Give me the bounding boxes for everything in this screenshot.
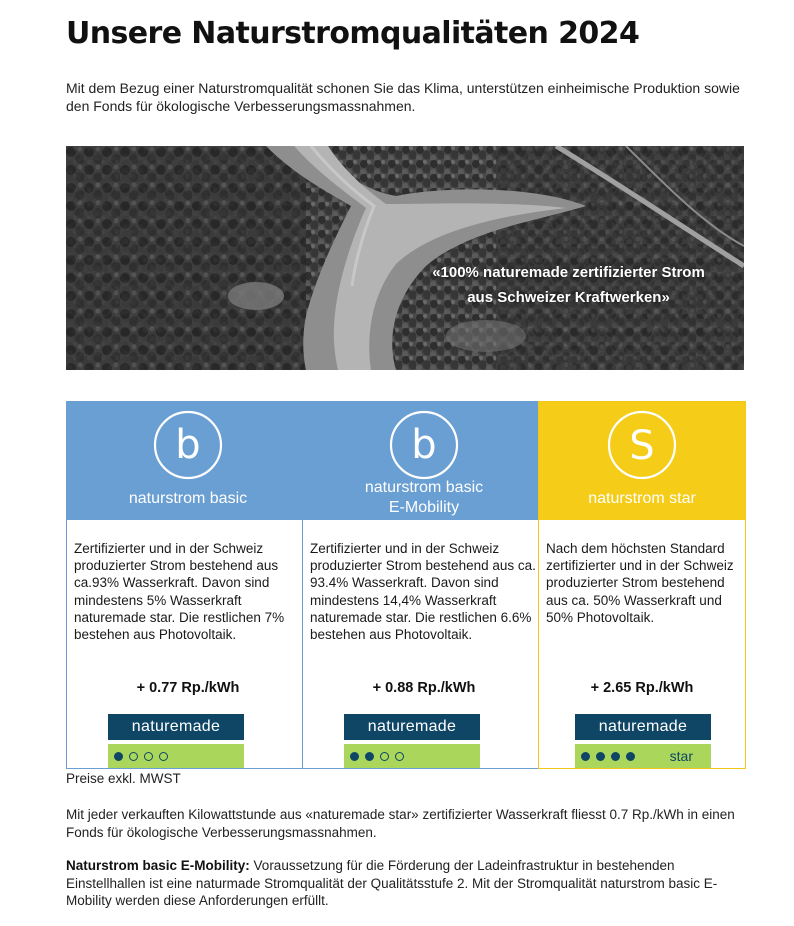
star-s-logo-icon (605, 408, 679, 482)
product-price: + 2.65 Rp./kWh (590, 680, 694, 696)
hero-image (66, 146, 744, 370)
page-title: Unsere Naturstromqualitäten 2024 (66, 16, 640, 51)
level-dot-filled (611, 752, 620, 761)
product-name: naturstrom star (588, 490, 696, 507)
naturemade-level (575, 744, 711, 768)
star-level-label: star (669, 748, 693, 764)
level-dot-empty (159, 752, 168, 761)
level-dot-empty (129, 752, 138, 761)
svg-text:b: b (411, 422, 437, 468)
hero-quote (396, 260, 741, 310)
product-card-basic (66, 401, 310, 769)
level-dot-filled (365, 752, 374, 761)
emobility-text: Voraussetzung für die Förderung der Ladeinfrastruktur in bestehenden Einstellhallen ist eine naturmade Stromqualität der Qualitätsstufe 2. Mit der Stromqualität naturstrom basic E-Mobility werden diese Anforderungen erfüllt. (66, 858, 718, 908)
product-card-basic-emobility (302, 401, 546, 769)
product-name (303, 478, 545, 518)
card-header (303, 402, 545, 520)
basic-b-logo-icon (151, 408, 225, 482)
hero-quote-line2: aus Schweizer Kraftwerken» (467, 289, 670, 306)
naturemade-level (108, 744, 244, 768)
svg-text:b: b (175, 422, 201, 468)
level-dot-filled (581, 752, 590, 761)
product-description: Zertifizierter und in der Schweiz produzierter Strom bestehend aus ca. 93.4% Wasserkraft. Davon sind mindestens 14,4% Wasserkraft naturemade star. Die restlichen 6.6% bestehen aus Photovoltaik. (310, 541, 536, 643)
level-dot-filled (114, 752, 123, 761)
naturemade-level (344, 744, 480, 768)
card-header (67, 402, 309, 520)
product-price: + 0.88 Rp./kWh (372, 680, 476, 696)
product-card-star (538, 401, 746, 769)
basic-b-logo-icon (387, 408, 461, 482)
level-dot-filled (350, 752, 359, 761)
emobility-note (66, 857, 736, 910)
aerial-river-forest-image (66, 146, 744, 370)
level-dot-filled (596, 752, 605, 761)
level-dot-filled (626, 752, 635, 761)
naturemade-label: naturemade (108, 714, 244, 740)
product-name: naturstrom basic (128, 490, 248, 507)
card-header (539, 402, 745, 520)
product-description: Zertifizierter und in der Schweiz produzierter Strom bestehend aus ca.93% Wasserkraft. Davon sind mindestens 5% Wasserkraft naturemade star. Die restlichen 7% bestehen aus Photovoltaik. (74, 541, 285, 643)
svg-text:S: S (629, 423, 655, 469)
naturemade-label: naturemade (344, 714, 480, 740)
emobility-title: Naturstrom basic E-Mobility: (66, 858, 250, 873)
naturemade-label: naturemade (575, 714, 711, 740)
intro-text: Mit dem Bezug einer Naturstromqualität schonen Sie das Klima, unterstützen einheimische Produktion sowie den Fonds für ökologische Verbesserungsmassnahmen. (66, 80, 740, 114)
level-dot-empty (395, 752, 404, 761)
vat-note: Preise exkl. MWST (66, 771, 181, 786)
level-dot-empty (144, 752, 153, 761)
product-price: + 0.77 Rp./kWh (136, 680, 240, 696)
product-description: Nach dem höchsten Standard zertifizierter und in der Schweiz produzierter Strom bestehend aus ca. 50% Wasserkraft und 50% Photovoltaik. (546, 541, 734, 625)
hero-quote-line1: «100% naturemade zertifizierter Strom (432, 264, 705, 281)
product-name-line2: E-Mobility (388, 499, 460, 516)
level-dot-empty (380, 752, 389, 761)
product-name-line1: naturstrom basic (364, 479, 484, 496)
fund-note: Mit jeder verkauften Kilowattstunde aus «naturemade star» zertifizierter Wasserkraft fliesst 0.7 Rp./kWh in einen Fonds für ökologische Verbesserungsmassnahmen. (66, 807, 735, 840)
